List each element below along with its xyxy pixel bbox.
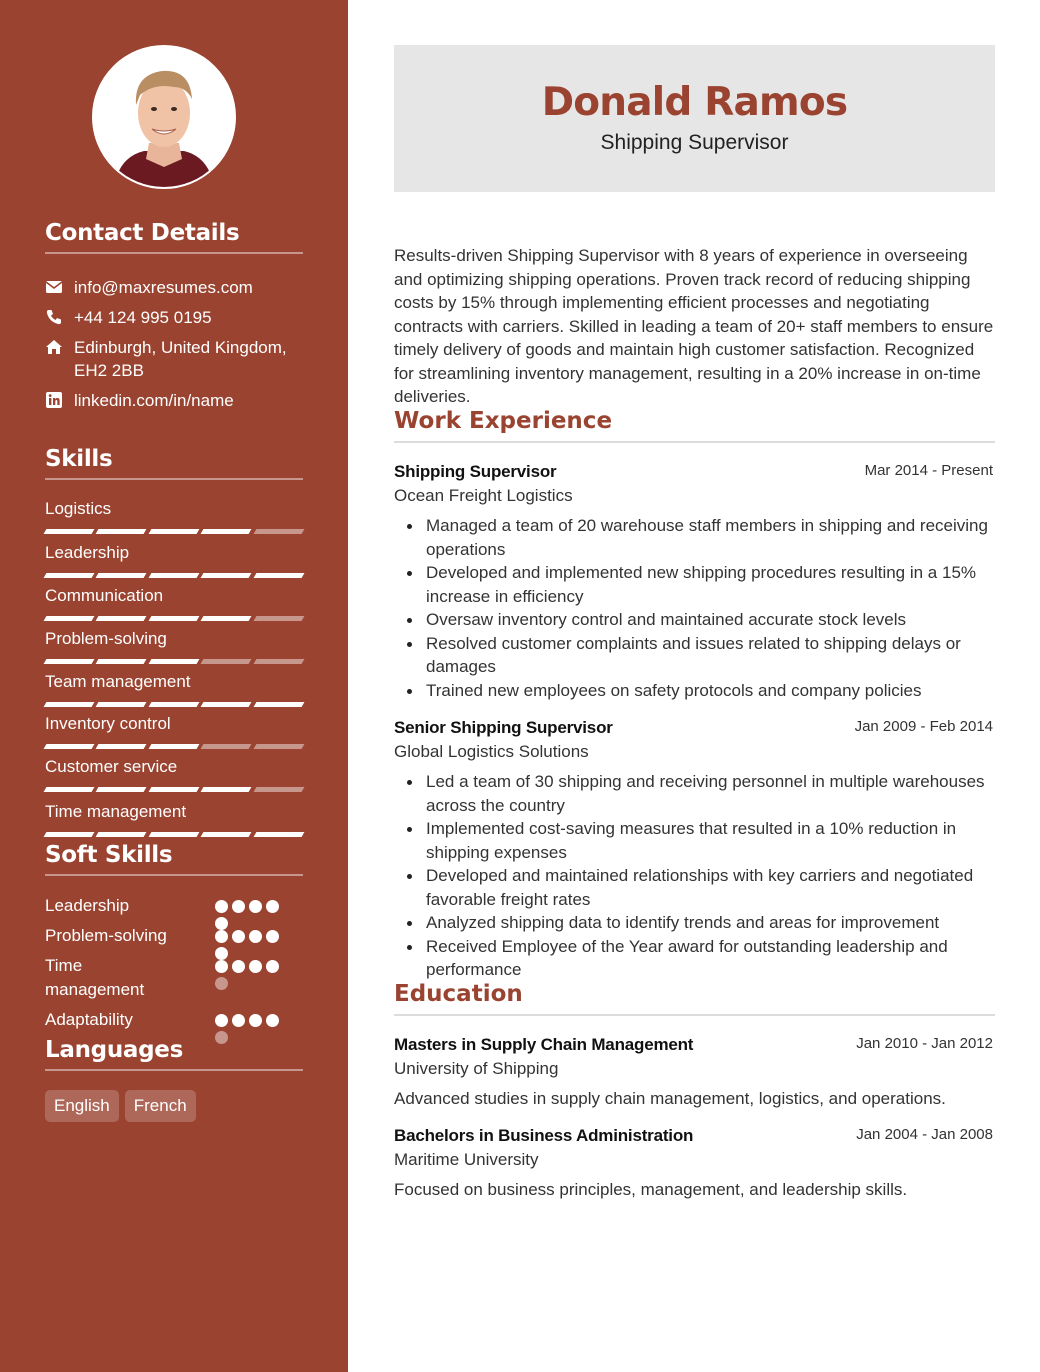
contact-linkedin[interactable] (45, 389, 234, 412)
skill-level-segment (253, 702, 304, 707)
soft-skill-name: Time management (45, 956, 145, 999)
skill-level-bar (45, 659, 303, 665)
soft-skill-rating (215, 960, 287, 974)
job-bullet: Managed a team of 20 warehouse staff members in shipping and receiving operations (394, 514, 995, 561)
linkedin-icon (45, 391, 63, 409)
skill-level-segment (148, 787, 199, 792)
skill-level-segment (253, 832, 304, 837)
skill-level-segment (148, 573, 199, 578)
skill-level-segment (253, 744, 304, 749)
job-bullet: Received Employee of the Year award for outstanding leadership and performance (394, 935, 995, 982)
degree: Bachelors in Business Administration (394, 1126, 694, 1145)
soft-skill-rating (215, 1014, 287, 1028)
skill-name: Customer service (45, 757, 178, 776)
contact-email[interactable] (45, 276, 253, 299)
skill-level-segment (201, 616, 252, 621)
skill-level-segment (201, 702, 252, 707)
skill-level-segment (253, 787, 304, 792)
rating-dot (215, 1014, 228, 1027)
job-bullet: Developed and implemented new shipping procedures resulting in a 15% increase in efficiency (394, 561, 995, 608)
education-date: Jan 2004 - Jan 2008 (856, 1126, 993, 1143)
skill-level-segment (253, 616, 304, 621)
phone-text[interactable]: +44 124 995 0195 (74, 308, 212, 327)
job-title: Senior Shipping Supervisor (394, 718, 613, 737)
rating-dot (266, 900, 279, 913)
contact-address (45, 336, 303, 382)
school: Maritime University (394, 1150, 539, 1169)
degree: Masters in Supply Chain Management (394, 1035, 694, 1054)
job-bullet: Analyzed shipping data to identify trends and areas for improvement (394, 911, 995, 935)
job-entry (394, 716, 995, 982)
skill-level-segment (44, 787, 95, 792)
skill-level-segment (44, 832, 95, 837)
rating-dot (215, 960, 228, 973)
skill-level-segment (148, 702, 199, 707)
soft-skill-rating (215, 900, 287, 914)
job-bullet: Oversaw inventory control and maintained accurate stock levels (394, 608, 995, 632)
rating-dot (232, 960, 245, 973)
rating-dot (266, 1014, 279, 1027)
email-text[interactable]: info@maxresumes.com (74, 278, 253, 297)
job-bullet: Developed and maintained relationships with key carriers and negotiated favorable freight rates (394, 864, 995, 911)
skill-level-bar (45, 616, 303, 622)
rating-dot (215, 930, 228, 943)
skill-level-segment (96, 744, 147, 749)
sidebar (0, 0, 348, 1372)
job-bullet: Trained new employees on safety protocols and company policies (394, 679, 995, 703)
languages-section (45, 1037, 303, 1137)
skill-level-segment (148, 529, 199, 534)
skill-level-segment (96, 529, 147, 534)
envelope-icon (45, 278, 63, 296)
skill-level-segment (148, 744, 199, 749)
skill-level-segment (201, 659, 252, 664)
soft-skills-section (45, 842, 303, 1042)
skill-level-segment (96, 616, 147, 621)
skill-level-segment (148, 616, 199, 621)
skill-level-segment (201, 744, 252, 749)
rating-dot (215, 917, 228, 930)
skill-level-segment (44, 573, 95, 578)
job-company: Global Logistics Solutions (394, 742, 589, 761)
skill-level-segment (201, 529, 252, 534)
education-heading: Education (394, 981, 995, 1016)
rating-dot (215, 947, 228, 960)
skill-level-segment (96, 832, 147, 837)
skill-level-bar (45, 529, 303, 535)
linkedin-text[interactable]: linkedin.com/in/name (74, 391, 234, 410)
job-bullet: Led a team of 30 shipping and receiving personnel in multiple warehouses across the country (394, 770, 995, 817)
skill-level-segment (96, 702, 147, 707)
job-entry (394, 460, 995, 702)
language-pills (45, 1090, 196, 1122)
contact-heading: Contact Details (45, 220, 303, 254)
job-date: Jan 2009 - Feb 2014 (854, 718, 993, 735)
rating-dot (215, 900, 228, 913)
skill-level-segment (44, 529, 95, 534)
rating-dot (215, 977, 228, 990)
contact-section (45, 220, 303, 420)
skill-level-segment (253, 573, 304, 578)
rating-dot (266, 930, 279, 943)
job-company: Ocean Freight Logistics (394, 486, 573, 505)
rating-dot (232, 900, 245, 913)
skill-level-segment (201, 787, 252, 792)
skill-level-bar (45, 573, 303, 579)
contact-phone[interactable] (45, 306, 212, 329)
education-description: Focused on business principles, management, and leadership skills. (394, 1180, 908, 1199)
education-description: Advanced studies in supply chain management, logistics, and operations. (394, 1089, 946, 1108)
education-entry (394, 1033, 995, 1111)
rating-dot (249, 1014, 262, 1027)
rating-dot (249, 930, 262, 943)
rating-dot (249, 900, 262, 913)
address-text: Edinburgh, United Kingdom, EH2 2BB (74, 338, 287, 380)
skill-level-segment (96, 573, 147, 578)
job-bullet: Resolved customer complaints and issues related to shipping delays or damages (394, 632, 995, 679)
profile-photo (92, 45, 236, 189)
job-title: Shipping Supervisor (394, 462, 557, 481)
skills-section (45, 446, 303, 846)
profile-summary: Results-driven Shipping Supervisor with 8 years of experience in overseeing and optimizing shipping operations. Proven track record of reducing shipping costs by 15% through implementing efficient processes and negotiating contracts with carriers. Skilled in leading a team of 20+ staff members to ensure timely delivery of goods and maintain high customer satisfaction. Recognized for streamlining inventory management, resulting in a 20% increase in on-time deliveries. (394, 246, 994, 406)
skill-level-bar (45, 787, 303, 793)
skill-level-segment (44, 616, 95, 621)
skill-name: Logistics (45, 499, 112, 518)
soft-skills-heading: Soft Skills (45, 842, 303, 876)
skill-level-segment (201, 832, 252, 837)
home-icon (45, 338, 63, 356)
work-heading: Work Experience (394, 408, 995, 443)
language-pill: French (125, 1090, 196, 1122)
education-entry (394, 1124, 995, 1202)
school: University of Shipping (394, 1059, 559, 1078)
job-bullets (394, 770, 995, 982)
skill-level-segment (44, 659, 95, 664)
skill-name: Team management (45, 672, 191, 691)
skill-level-segment (96, 659, 147, 664)
job-bullet: Implemented cost-saving measures that resulted in a 10% reduction in shipping expenses (394, 817, 995, 864)
avatar (94, 47, 234, 187)
rating-dot (249, 960, 262, 973)
skill-name: Inventory control (45, 714, 171, 733)
rating-dot (266, 960, 279, 973)
rating-dot (232, 1014, 245, 1027)
skill-name: Problem-solving (45, 629, 167, 648)
job-date: Mar 2014 - Present (864, 462, 993, 479)
job-bullets (394, 514, 995, 702)
rating-dot (232, 930, 245, 943)
name-header (394, 45, 995, 192)
candidate-title: Shipping Supervisor (600, 131, 789, 154)
candidate-name: Donald Ramos (541, 80, 848, 125)
soft-skill-name: Leadership (45, 896, 130, 915)
languages-heading: Languages (45, 1037, 303, 1071)
skill-level-segment (253, 659, 304, 664)
skill-level-segment (96, 787, 147, 792)
skill-level-bar (45, 744, 303, 750)
skill-level-segment (253, 529, 304, 534)
education-date: Jan 2010 - Jan 2012 (856, 1035, 993, 1052)
skill-level-segment (148, 659, 199, 664)
skill-level-segment (44, 702, 95, 707)
skill-level-bar (45, 702, 303, 708)
skill-level-bar (45, 832, 303, 838)
skill-name: Leadership (45, 543, 130, 562)
skill-name: Time management (45, 802, 187, 821)
soft-skill-name: Adaptability (45, 1010, 133, 1029)
language-pill: English (45, 1090, 119, 1122)
phone-icon (45, 308, 63, 326)
soft-skill-name: Problem-solving (45, 926, 167, 945)
skills-heading: Skills (45, 446, 303, 480)
soft-skill-rating (215, 930, 287, 944)
skill-name: Communication (45, 586, 164, 605)
skill-level-segment (201, 573, 252, 578)
skill-level-segment (44, 744, 95, 749)
skill-level-segment (148, 832, 199, 837)
